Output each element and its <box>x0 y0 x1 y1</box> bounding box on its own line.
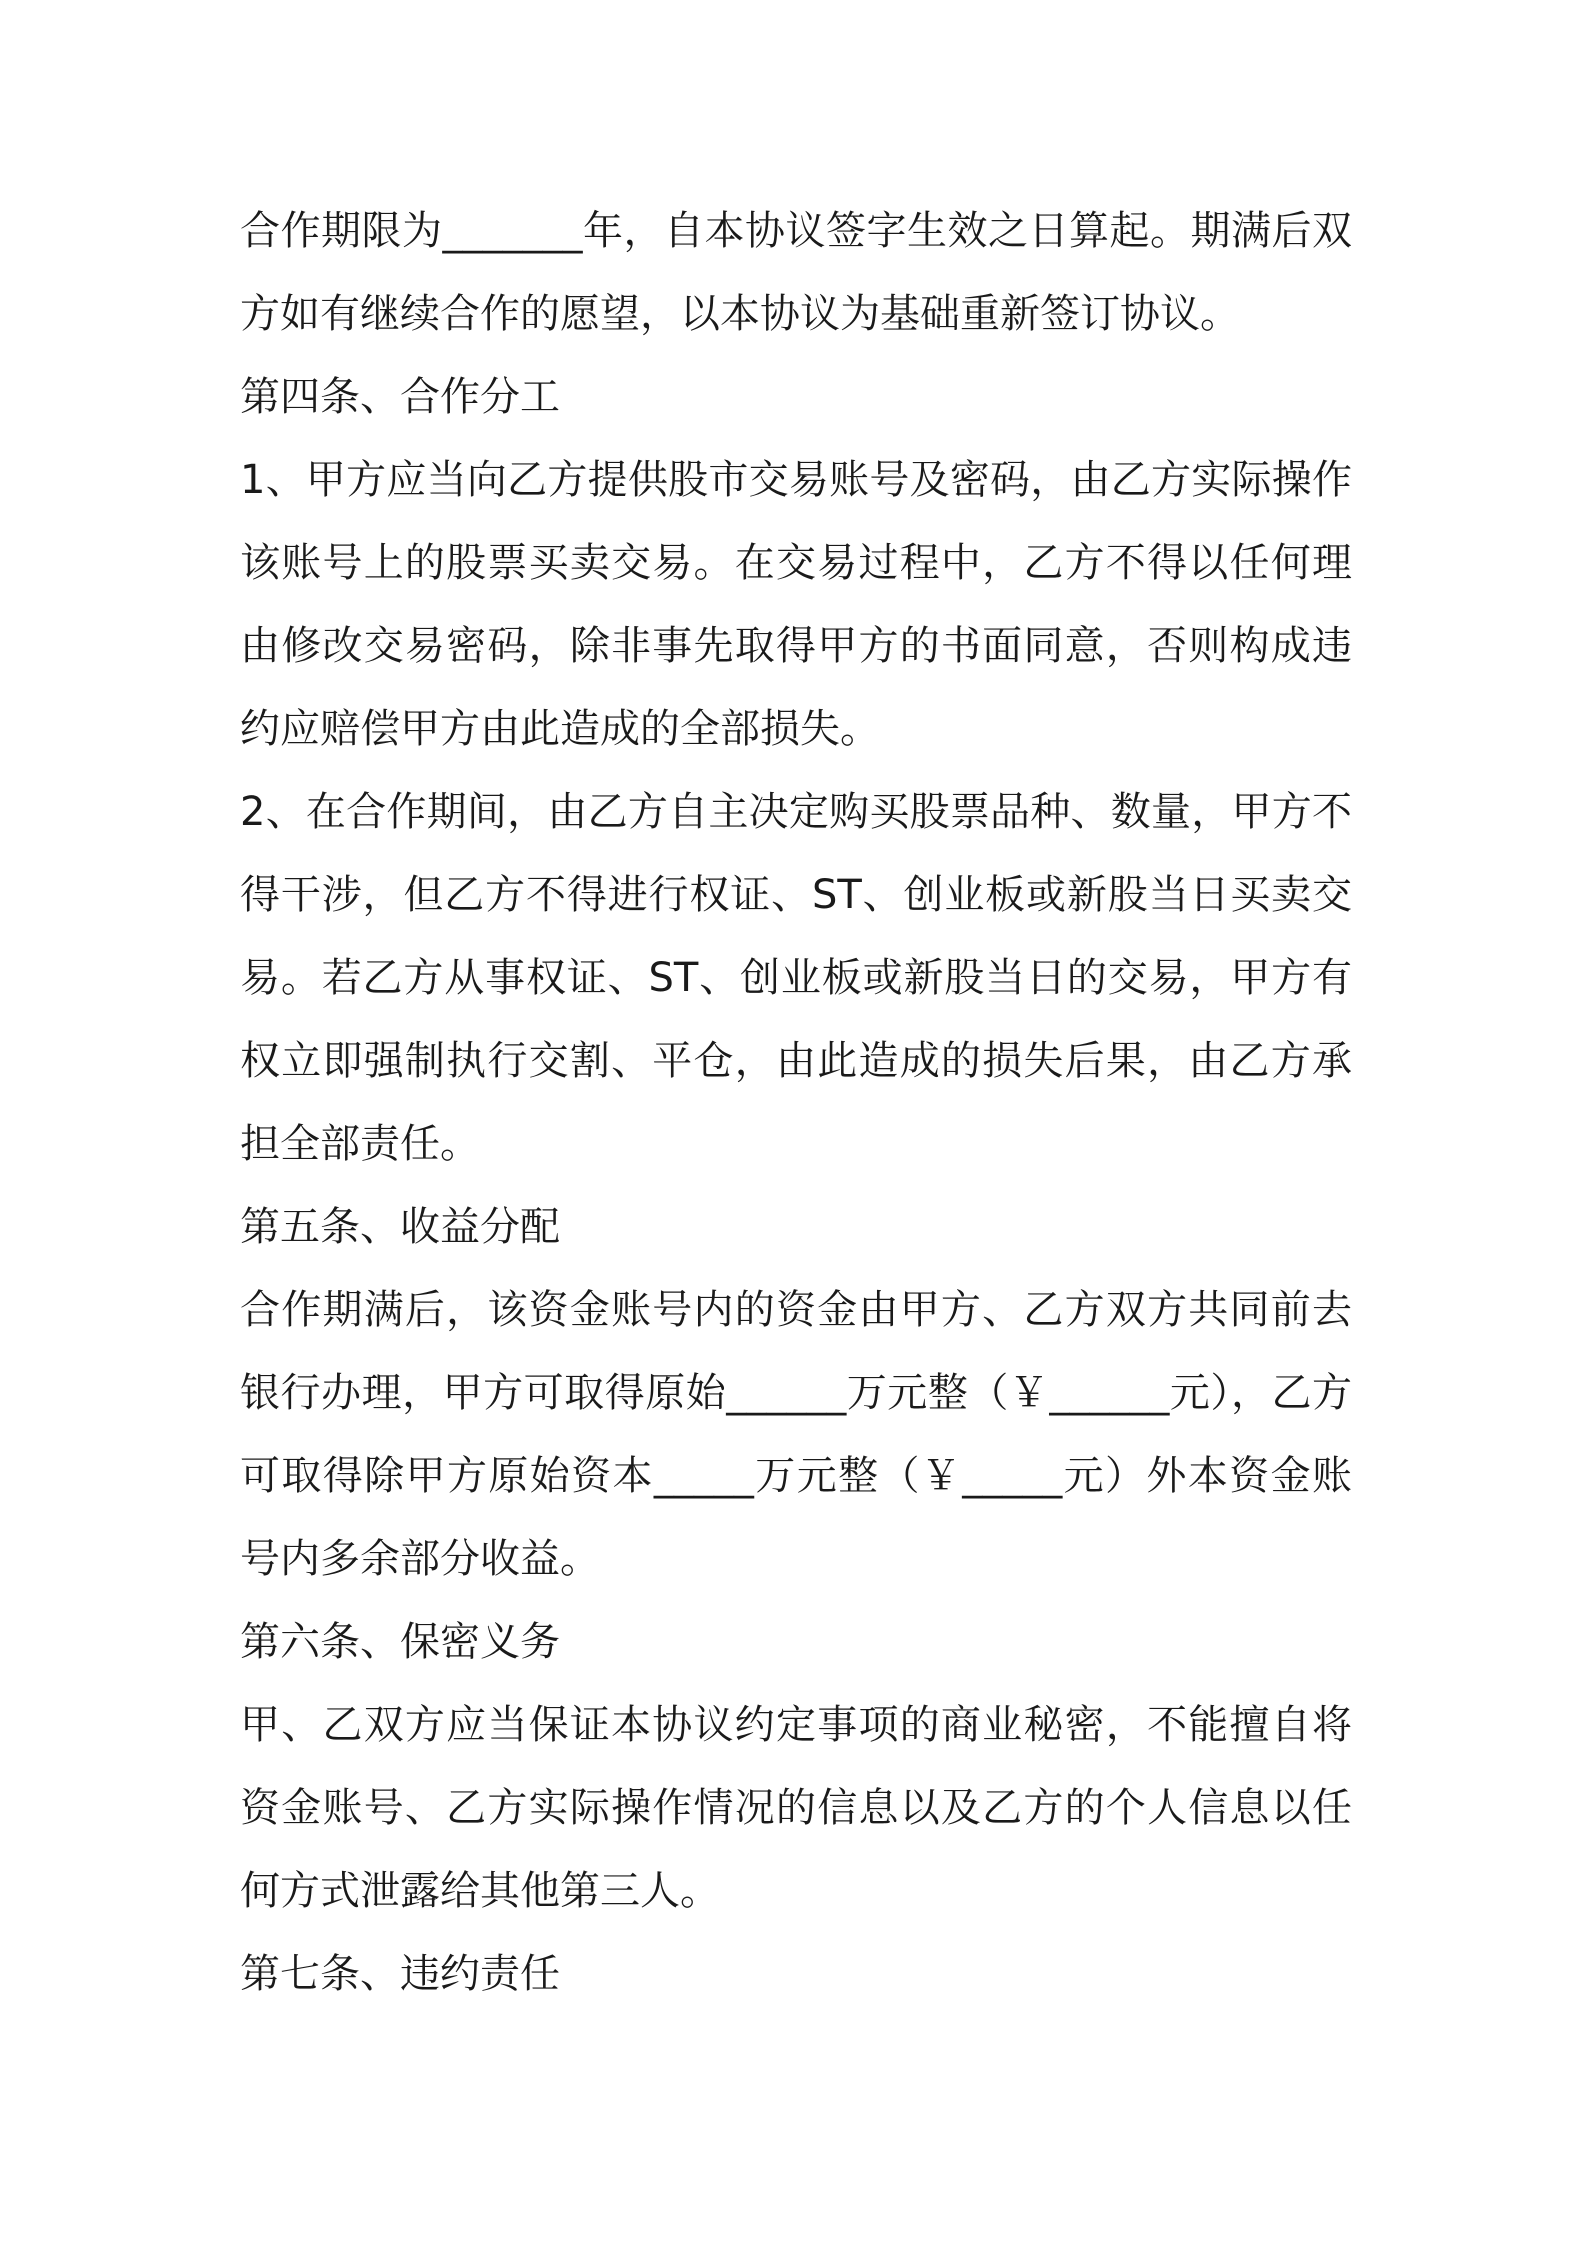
heading-article-7: 第七条、违约责任 <box>240 1951 560 1997</box>
heading-article-4: 第四条、合作分工 <box>240 374 560 420</box>
heading-article-6: 第六条、保密义务 <box>240 1619 560 1665</box>
paragraph-confidentiality: 甲、乙双方应当保证本协议约定事项的商业秘密，不能擅自将资金账号、乙方实际操作情况的信息以及乙方的个人信息以任何方式泄露给其他第三人。 <box>240 1702 1352 1914</box>
paragraph-division-1: 1、甲方应当向乙方提供股市交易账号及密码，由乙方实际操作该账号上的股票买卖交易。在交易过程中，乙方不得以任何理由修改交易密码，除非事先取得甲方的书面同意，否则构成违约应赔偿甲方由此造成的全部损失。 <box>240 457 1352 752</box>
document-page <box>240 190 1352 2016</box>
paragraph-profit-distribution: 合作期满后，该资金账号内的资金由甲方、乙方双方共同前去银行办理，甲方可取得原始______万元整（￥______元），乙方可取得除甲方原始资本_____万元整（￥_____元）外本资金账号内多余部分收益。 <box>240 1287 1352 1582</box>
heading-article-5: 第五条、收益分配 <box>240 1204 560 1250</box>
paragraph-cooperation-term: 合作期限为_______年，自本协议签字生效之日算起。期满后双方如有继续合作的愿望，以本协议为基础重新签订协议。 <box>240 208 1352 337</box>
paragraph-division-2: 2、在合作期间，由乙方自主决定购买股票品种、数量，甲方不得干涉，但乙方不得进行权证、ST、创业板或新股当日买卖交易。若乙方从事权证、ST、创业板或新股当日的交易，甲方有权立即强制执行交割、平仓，由此造成的损失后果，由乙方承担全部责任。 <box>240 789 1352 1167</box>
